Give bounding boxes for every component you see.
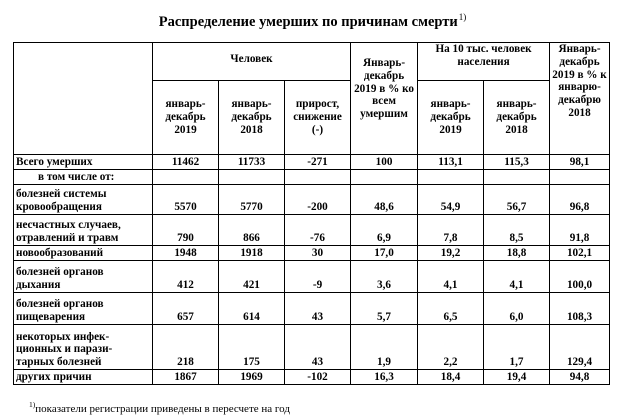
table-row: [14, 170, 610, 185]
cell-rate-2019: 6,5: [418, 293, 484, 325]
cell-rate-2018: 6,0: [484, 293, 550, 325]
cell-ratio: 96,8: [550, 185, 610, 215]
cell-share: 5,7: [351, 293, 418, 325]
cell-2018: 1969: [219, 370, 285, 385]
mortality-table: [13, 42, 610, 385]
row-label: некоторых инфек-ционных и парази-тарных болезней: [14, 325, 153, 370]
cell-change: 30: [285, 246, 351, 261]
cell-2019: 11462: [153, 155, 219, 170]
cell-change: -271: [285, 155, 351, 170]
cell-rate-2019: 54,9: [418, 185, 484, 215]
table-row: [14, 293, 610, 325]
cell-ratio: 91,8: [550, 215, 610, 246]
row-label: других причин: [14, 370, 153, 385]
cell-rate-2019: 7,8: [418, 215, 484, 246]
cell-change: -102: [285, 370, 351, 385]
cell-2019: 218: [153, 325, 219, 370]
table-row: [14, 155, 610, 170]
title-text: Распределение умерших по причинам смерти: [158, 14, 458, 30]
cell-2018: 421: [219, 261, 285, 293]
cell-change: -9: [285, 261, 351, 293]
header-share: Январь-декабрь 2019 в % ко всем умершим: [351, 43, 418, 155]
cell-rate-2018: 1,7: [484, 325, 550, 370]
header-col-2019: январь-декабрь 2019: [153, 81, 219, 155]
row-label: новообразований: [14, 246, 153, 261]
cell-2018: 614: [219, 293, 285, 325]
cell-2019: 790: [153, 215, 219, 246]
cell-ratio: 108,3: [550, 293, 610, 325]
cell-rate-2018: 19,4: [484, 370, 550, 385]
table-row: [14, 325, 610, 370]
table-title: [0, 8, 625, 31]
cell-rate-2019: 113,1: [418, 155, 484, 170]
footnote-text: показатели регистрации приведены в пересчете на год: [35, 403, 290, 415]
row-label: болезней системы кровообращения: [14, 185, 153, 215]
table-row: [14, 370, 610, 385]
cell-share: 17,0: [351, 246, 418, 261]
cell-2019: 1867: [153, 370, 219, 385]
cell-rate-2018: 4,1: [484, 261, 550, 293]
cell-rate-2019: 2,2: [418, 325, 484, 370]
header-persons-group: Человек: [153, 43, 351, 81]
cell-2018: 1918: [219, 246, 285, 261]
cell-share: 48,6: [351, 185, 418, 215]
header-corner-cell: [14, 43, 153, 155]
cell-change: 43: [285, 325, 351, 370]
row-label: болезней органов дыхания: [14, 261, 153, 293]
cell-rate-2019: 4,1: [418, 261, 484, 293]
row-label: несчастных случаев, отравлений и травм: [14, 215, 153, 246]
header-row-groups: [14, 43, 610, 81]
row-label: Всего умерших: [14, 155, 153, 170]
table-row: [14, 185, 610, 215]
cell-change: 43: [285, 293, 351, 325]
cell-change: -76: [285, 215, 351, 246]
cell-rate-2019: 19,2: [418, 246, 484, 261]
row-label: болезней органов пищеварения: [14, 293, 153, 325]
cell-rate-2018: 56,7: [484, 185, 550, 215]
footnote: [29, 398, 290, 416]
cell-ratio: 98,1: [550, 155, 610, 170]
cell-share: 6,9: [351, 215, 418, 246]
cell-ratio: 102,1: [550, 246, 610, 261]
cell-2019: 412: [153, 261, 219, 293]
title-footnote-mark: 1): [458, 12, 467, 22]
table-row: [14, 246, 610, 261]
cell-share: 3,6: [351, 261, 418, 293]
table-row: [14, 261, 610, 293]
cell-ratio: 94,8: [550, 370, 610, 385]
header-ratio: Январь-декабрь 2019 в % к январю-декабрю 2018: [550, 43, 610, 155]
cell-share: 16,3: [351, 370, 418, 385]
cell-share: 1,9: [351, 325, 418, 370]
footnote-mark: 1): [29, 400, 36, 409]
table-row: [14, 215, 610, 246]
cell-rate-2018: 8,5: [484, 215, 550, 246]
cell-ratio: 100,0: [550, 261, 610, 293]
cell-2019: 657: [153, 293, 219, 325]
cell-2019: 1948: [153, 246, 219, 261]
cell-2018: 175: [219, 325, 285, 370]
cell-2018: 11733: [219, 155, 285, 170]
cell-rate-2018: 18,8: [484, 246, 550, 261]
cell-2019: 5570: [153, 185, 219, 215]
cell-ratio: 129,4: [550, 325, 610, 370]
cell-2018: 5770: [219, 185, 285, 215]
header-col-rate-2019: январь-декабрь 2019: [418, 81, 484, 155]
cell-change: -200: [285, 185, 351, 215]
header-col-2018: январь-декабрь 2018: [219, 81, 285, 155]
row-label: в том числе от:: [14, 170, 153, 185]
header-col-rate-2018: январь-декабрь 2018: [484, 81, 550, 155]
cell-share: 100: [351, 155, 418, 170]
header-per10k-group: На 10 тыс. человек населения: [418, 43, 550, 81]
header-col-change: прирост, снижение (-): [285, 81, 351, 155]
cell-rate-2019: 18,4: [418, 370, 484, 385]
cell-rate-2018: 115,3: [484, 155, 550, 170]
cell-2018: 866: [219, 215, 285, 246]
